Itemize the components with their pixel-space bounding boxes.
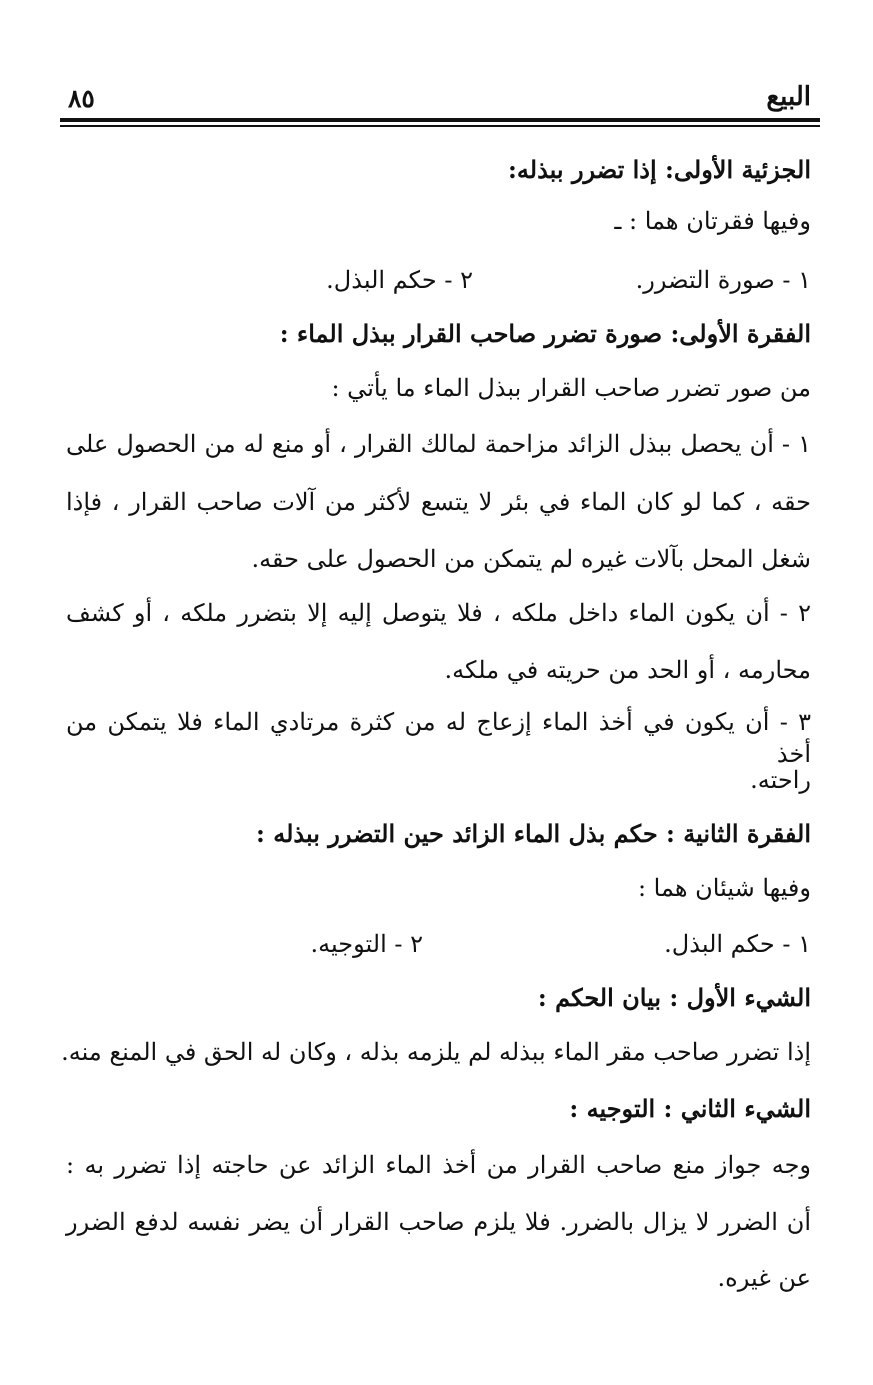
running-header-title: البيع bbox=[766, 82, 811, 112]
paragraph-heading: الفقرة الأولى: صورة تضرر صاحب القرار ببذل الماء : bbox=[279, 319, 811, 348]
paragraph-line: حقه ، كما لو كان الماء في بئر لا يتسع لأكثر من آلات صاحب القرار ، فإذا bbox=[66, 488, 811, 516]
header-rule-thin bbox=[60, 125, 820, 127]
paragraph-line: وجه جواز منع صاحب القرار من أخذ الماء الزائد عن حاجته إذا تضرر به : bbox=[66, 1151, 811, 1179]
paragraph-line: ٣ - أن يكون في أخذ الماء إزعاج له من كثرة مرتادي الماء فلا يتمكن من أخذ bbox=[66, 708, 811, 768]
paragraph-line: إذا تضرر صاحب مقر الماء ببذله لم يلزمه بذله ، وكان له الحق في المنع منه. bbox=[61, 1038, 811, 1066]
paragraph-line: ٢ - أن يكون الماء داخل ملكه ، فلا يتوصل إليه إلا بتضرر ملكه ، أو كشف bbox=[66, 599, 811, 627]
paragraph-heading: الشيء الأول : بيان الحكم : bbox=[537, 983, 811, 1012]
paragraph-heading: الشيء الثاني : التوجيه : bbox=[569, 1094, 811, 1123]
list-item: ٢ - التوجيه. bbox=[310, 930, 423, 958]
paragraph-line: شغل المحل بآلات غيره لم يتمكن من الحصول على حقه. bbox=[251, 545, 811, 573]
paragraph-line: عن غيره. bbox=[717, 1264, 811, 1292]
subsection-heading: الجزئية الأولى: إذا تضرر ببذله: bbox=[508, 155, 811, 184]
list-item: ١ - حكم البذل. bbox=[664, 930, 811, 958]
paragraph-line: محارمه ، أو الحد من حريته في ملكه. bbox=[444, 656, 811, 684]
header-rule-thick bbox=[60, 118, 820, 122]
paragraph-line: وفيها شيئان هما : bbox=[637, 874, 811, 902]
list-item: ١ - صورة التضرر. bbox=[635, 266, 811, 294]
page-number: ٨٥ bbox=[68, 84, 95, 113]
list-item: ٢ - حكم البذل. bbox=[326, 266, 473, 294]
paragraph-line: أن الضرر لا يزال بالضرر. فلا يلزم صاحب القرار أن يضر نفسه لدفع الضرر bbox=[66, 1208, 811, 1236]
paragraph-line: ١ - أن يحصل ببذل الزائد مزاحمة لمالك القرار ، أو منع له من الحصول على bbox=[66, 430, 811, 458]
paragraph-heading: الفقرة الثانية : حكم بذل الماء الزائد حين التضرر ببذله : bbox=[256, 819, 811, 848]
paragraph-line: وفيها فقرتان هما : ـ bbox=[614, 207, 811, 235]
paragraph-line: من صور تضرر صاحب القرار ببذل الماء ما يأتي : bbox=[331, 374, 811, 402]
paragraph-line: راحته. bbox=[750, 766, 811, 794]
